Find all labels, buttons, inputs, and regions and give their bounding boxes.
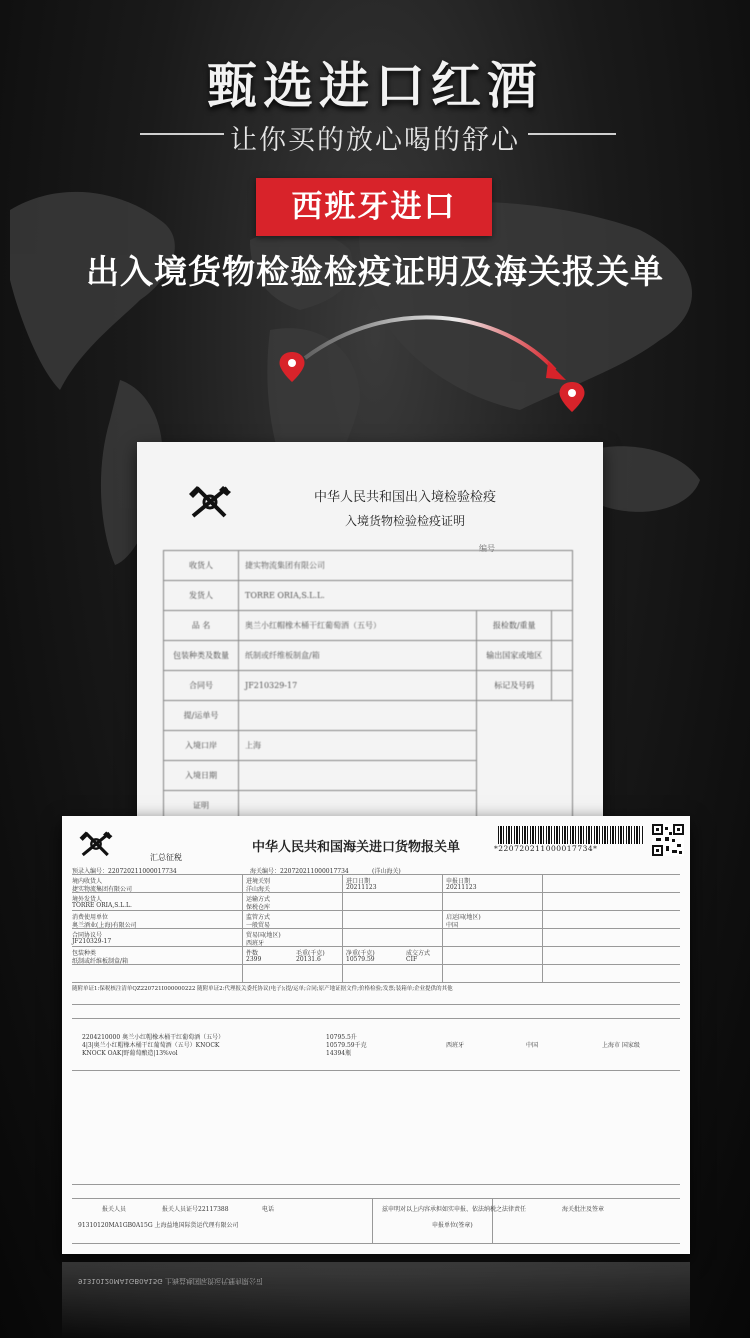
consignee: 捷实物流集团有限公司 xyxy=(72,886,133,893)
reflection-text: 91310120MA1GB0A15G 上海益地国际货运代理有限公司 xyxy=(78,1277,263,1285)
cert-value: TORRE ORIA,S.L.L. xyxy=(239,581,573,611)
origin-pin-icon xyxy=(280,352,305,382)
packing: 纸制或纤维板制盒/箱 xyxy=(72,958,129,965)
terms: CIF xyxy=(406,956,418,963)
page-subtitle: 让你买的放心喝的舒心 xyxy=(230,125,520,156)
terms-label: 成交方式 xyxy=(406,950,431,957)
packing-label: 包装种类 xyxy=(72,950,97,957)
item-origin: 西班牙 xyxy=(446,1042,465,1049)
customs-title: 中华人民共和国海关进口货物报关单 xyxy=(252,840,461,855)
cert-label: 品 名 xyxy=(164,611,239,641)
gross: 20131.6 xyxy=(296,956,321,963)
customs-batch: 海关批注及签章 xyxy=(562,1206,605,1213)
cert-value: 纸制或纤维板制盒/箱 xyxy=(239,641,477,671)
barcode-text: *220720211000017734* xyxy=(494,844,598,853)
consignee-label: 境内收货人 xyxy=(72,878,103,885)
gross-label: 毛重(千克) xyxy=(296,950,325,957)
item-line-1: 2204210000 奥兰小红帽橡木桶干红葡萄酒（五号） xyxy=(82,1034,225,1041)
item-qty-kg: 10579.59千克 xyxy=(326,1042,367,1049)
shipper: TORRE ORIA,S.L.L. xyxy=(72,902,132,909)
item-place: 上海市 国家级 xyxy=(602,1042,640,1049)
agent: 91310120MA1GB0A15G 上海益地国际货运代理有限公司 xyxy=(78,1222,239,1229)
inspection-certificate xyxy=(137,442,603,832)
trade-country-label: 贸易国(地区) xyxy=(246,932,281,939)
item-qty: 10795.5升 xyxy=(326,1034,357,1041)
item-dest: 中国 xyxy=(526,1042,539,1049)
item-line-2: 4|3|奥兰小红帽橡木桶干红葡萄酒（五号）KNOCK xyxy=(82,1042,220,1049)
statement: 兹申明对以上内容承担如实申报、依法纳税之法律责任 xyxy=(382,1206,527,1213)
cert-subtitle: 入境货物检验检疫证明 xyxy=(344,514,465,528)
cert-value: JF210329-17 xyxy=(239,671,477,701)
pieces-label: 件数 xyxy=(246,950,259,957)
cert-label: 入境口岸 xyxy=(164,731,239,761)
section-headline: 出入境货物检验检疫证明及海关报关单 xyxy=(86,252,664,291)
net: 10579.59 xyxy=(346,956,375,963)
customs-declaration xyxy=(62,816,690,1254)
cert-label: 入境日期 xyxy=(164,761,239,791)
sum-tax-label: 汇总征税 xyxy=(150,853,182,862)
origin-label: 启运国(地区) xyxy=(446,914,481,921)
declare-date: 20211123 xyxy=(446,884,477,891)
import-port-label: 进境关别 xyxy=(246,878,271,885)
trade-country: 西班牙 xyxy=(246,940,265,947)
import-port: 洋山海关 xyxy=(246,886,271,893)
cert-label: 提/运单号 xyxy=(164,701,239,731)
cert-label: 报检数/重量 xyxy=(477,611,552,641)
import-date-label: 进口日期 xyxy=(346,878,371,885)
customs-port: (洋山海关) xyxy=(372,868,401,875)
arrow-head-icon xyxy=(546,362,566,380)
cert-label: 证明 xyxy=(164,791,239,821)
pieces: 2399 xyxy=(246,956,262,963)
stamp-label: 申报单位(签章) xyxy=(432,1222,473,1229)
cert-value: 奥兰小红帽橡木桶干红葡萄酒（五号） xyxy=(239,611,477,641)
cert-number-label: 编号 xyxy=(479,544,495,553)
cert-value xyxy=(239,701,477,731)
declarant-label: 报关人员 xyxy=(102,1206,127,1213)
net-label: 净重(千克) xyxy=(346,950,375,957)
cert-label: 输出国家或地区 xyxy=(477,641,552,671)
shipping-route xyxy=(0,300,750,430)
destination-pin-icon xyxy=(560,382,585,412)
consumer-label: 消费使用单位 xyxy=(72,914,109,921)
origin: 中国 xyxy=(446,922,459,929)
cert-label: 合同号 xyxy=(164,671,239,701)
cert-value xyxy=(239,761,477,791)
qr-code-icon xyxy=(652,824,684,856)
contract: JF210329-17 xyxy=(72,938,112,945)
origin-badge: 西班牙进口 xyxy=(256,178,492,236)
cert-title: 中华人民共和国出入境检验检疫 xyxy=(313,490,496,505)
shipper-label: 境外发货人 xyxy=(72,896,103,903)
customs-no: 海关编号：220720211000017734 xyxy=(250,868,349,875)
declarant-id: 报关人员证号22117388 xyxy=(162,1206,229,1213)
consumer: 奥兰酒业(上海)有限公司 xyxy=(72,922,137,929)
document-reflection xyxy=(62,1262,690,1338)
phone-label: 电话 xyxy=(262,1206,275,1213)
cert-value: 上海 xyxy=(239,731,477,761)
supervision: 一般贸易 xyxy=(246,922,271,929)
cert-label: 标记及号码 xyxy=(477,671,552,701)
customs-emblem-icon xyxy=(78,828,114,860)
cert-label: 包装种类及数量 xyxy=(164,641,239,671)
cert-label: 发货人 xyxy=(164,581,239,611)
barcode xyxy=(498,826,644,844)
supervision-label: 监管方式 xyxy=(246,914,271,921)
declare-date-label: 申报日期 xyxy=(446,878,471,885)
import-date: 20211123 xyxy=(346,884,377,891)
route-arc xyxy=(305,317,555,370)
transport-label: 运输方式 xyxy=(246,896,271,903)
transport: 保税仓库 xyxy=(246,904,271,911)
cert-value: 捷实物流集团有限公司 xyxy=(239,551,573,581)
cert-label: 收货人 xyxy=(164,551,239,581)
cert-table xyxy=(163,550,573,821)
contract-label: 合同协议号 xyxy=(72,932,103,939)
pre-entry-no: 预录入编号：220720211000017734 xyxy=(72,868,177,875)
item-qty-bottles: 14394瓶 xyxy=(326,1050,352,1057)
item-line-3: KNOCK OAK|野葡萄酿造|13%vol xyxy=(82,1050,178,1057)
declaration-grid xyxy=(72,874,680,1244)
page-title: 甄选进口红酒 xyxy=(207,57,543,115)
remarks: 随附单证1:保税核注清单QZ220721I000000222 随附单证2:代理报关委托协议(电子);提/运单;合同;原产地证据文件;价格检验;发票;装箱单;企业提供的其他 xyxy=(72,986,453,992)
